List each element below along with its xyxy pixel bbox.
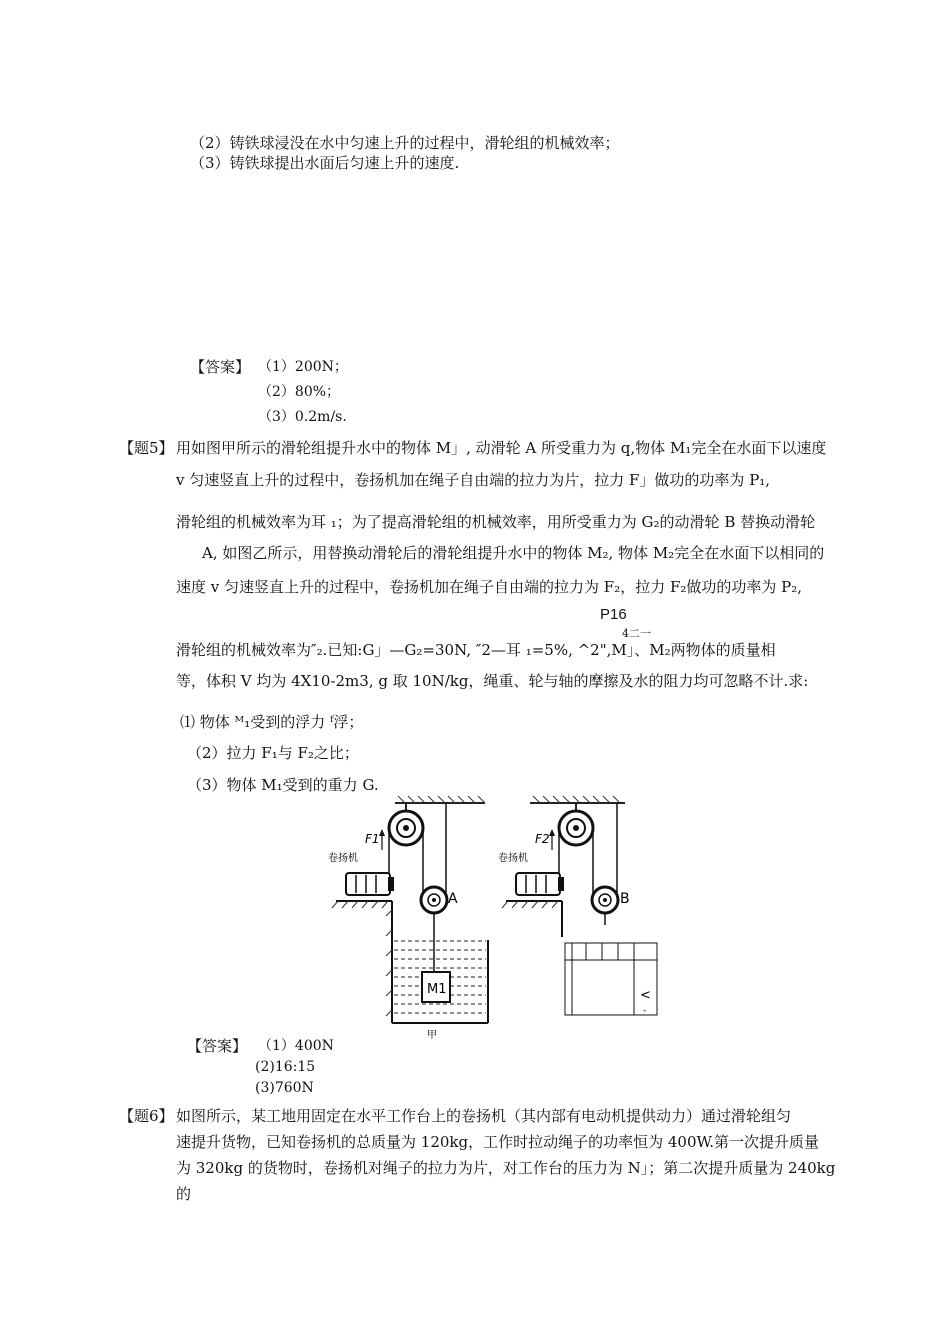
answer5-3: (3)760N xyxy=(255,1080,314,1096)
figure-yi xyxy=(498,796,657,1016)
q5-line6: 滑轮组的机械效率为″₂.已知:G」—G₂=30N, ″2—耳 ₁=5%, ^2",M」、M₂两物体的质量相 xyxy=(176,641,776,659)
answer4-1: （1）200N； xyxy=(258,359,348,375)
label-b: B xyxy=(620,891,630,907)
table-dash: - xyxy=(643,1006,647,1016)
q5-line4: A, 如图乙所示，用替换动滑轮后的滑轮组提升水中的物体 M₂, 物体 M₂完全在水面下以相同的 xyxy=(202,544,825,562)
q4-part2: （2）铸铁球浸没在水中匀速上升的过程中，滑轮组的机械效率； xyxy=(190,134,620,152)
caption-jia: 甲 xyxy=(427,1030,437,1040)
answer5-label: 【答案】 xyxy=(187,1037,248,1055)
winch-right xyxy=(516,873,564,895)
movable-pulley-b xyxy=(592,887,618,913)
table-box xyxy=(565,943,657,1015)
q5-line7: 等，体积 V 均为 4X10-2m3, g 取 10N/kg，绳重、轮与轴的摩擦及水的阻力均可忽略不计.求: xyxy=(176,672,809,690)
label-a: A xyxy=(448,891,458,907)
q5-fraction-bottom: 4二一 xyxy=(622,627,651,640)
q6-line2: 速提升货物，已知卷扬机的总质量为 120kg，工作时拉动绳子的功率恒为 400W.第一次提升质量 xyxy=(176,1133,820,1151)
answer4-label: 【答案】 xyxy=(190,358,251,376)
fixed-pulley-right xyxy=(559,811,593,845)
q5-fraction-top: P16 xyxy=(600,606,627,623)
winch-left xyxy=(346,873,394,895)
q5-line5: 速度 v 匀速竖直上升的过程中，卷扬机加在绳子自由端的拉力为 F₂，拉力 F₂做功的功率为 P₂, xyxy=(176,578,803,596)
q5-line1: 用如图甲所示的滑轮组提升水中的物体 M」, 动滑轮 A 所受重力为 q,物体 M₁完全在水面下以速度 xyxy=(176,439,827,457)
answer5-2: (2)16:15 xyxy=(255,1059,316,1075)
q6-tag: 【题6】 xyxy=(119,1107,174,1125)
movable-pulley-a xyxy=(421,887,447,913)
q5-sub2: （2）拉力 F₁与 F₂之比； xyxy=(187,744,359,762)
label-winch-right: 卷扬机 xyxy=(498,853,528,864)
answer5-1: （1）400N xyxy=(258,1038,334,1054)
q6-line1: 如图所示，某工地用固定在水平工作台上的卷扬机（其内部有电动机提供动力）通过滑轮组匀 xyxy=(176,1107,792,1125)
label-f2: F2 xyxy=(535,832,550,846)
q5-sub3: （3）物体 M₁受到的重力 G. xyxy=(187,776,379,794)
label-winch-left: 卷扬机 xyxy=(328,853,358,864)
q4-part3: （3）铸铁球提出水面后匀速上升的速度. xyxy=(190,154,460,172)
label-f1: F1 xyxy=(365,832,380,846)
q5-tag: 【题5】 xyxy=(119,439,174,457)
answer4-3: （3）0.2m/s. xyxy=(258,409,347,425)
q5-line2: v 匀速竖直上升的过程中，卷扬机加在绳子自由端的拉力为片，拉力 F」做功的功率为 P₁, xyxy=(176,471,771,489)
q5-sub1: ⑴ 物体 ᴹ₁受到的浮力 ᶠ浮； xyxy=(180,713,364,731)
q6-line3: 为 320kg 的货物时，卷扬机对绳子的拉力为片，对工作台的压力为 N」；第二次提升质量为 240kg xyxy=(176,1159,836,1177)
table-mark: < xyxy=(640,988,651,1003)
figure-jia xyxy=(328,796,488,1040)
answer4-2: （2）80%； xyxy=(258,384,341,400)
q6-line4: 的 xyxy=(176,1185,192,1203)
pulley-figure xyxy=(320,795,665,1040)
q5-line3: 滑轮组的机械效率为耳 ₁；为了提高滑轮组的机械效率，用所受重力为 G₂的动滑轮 B 替换动滑轮 xyxy=(176,513,816,531)
label-m1: M1 xyxy=(427,982,447,997)
fixed-pulley-left xyxy=(389,811,423,845)
